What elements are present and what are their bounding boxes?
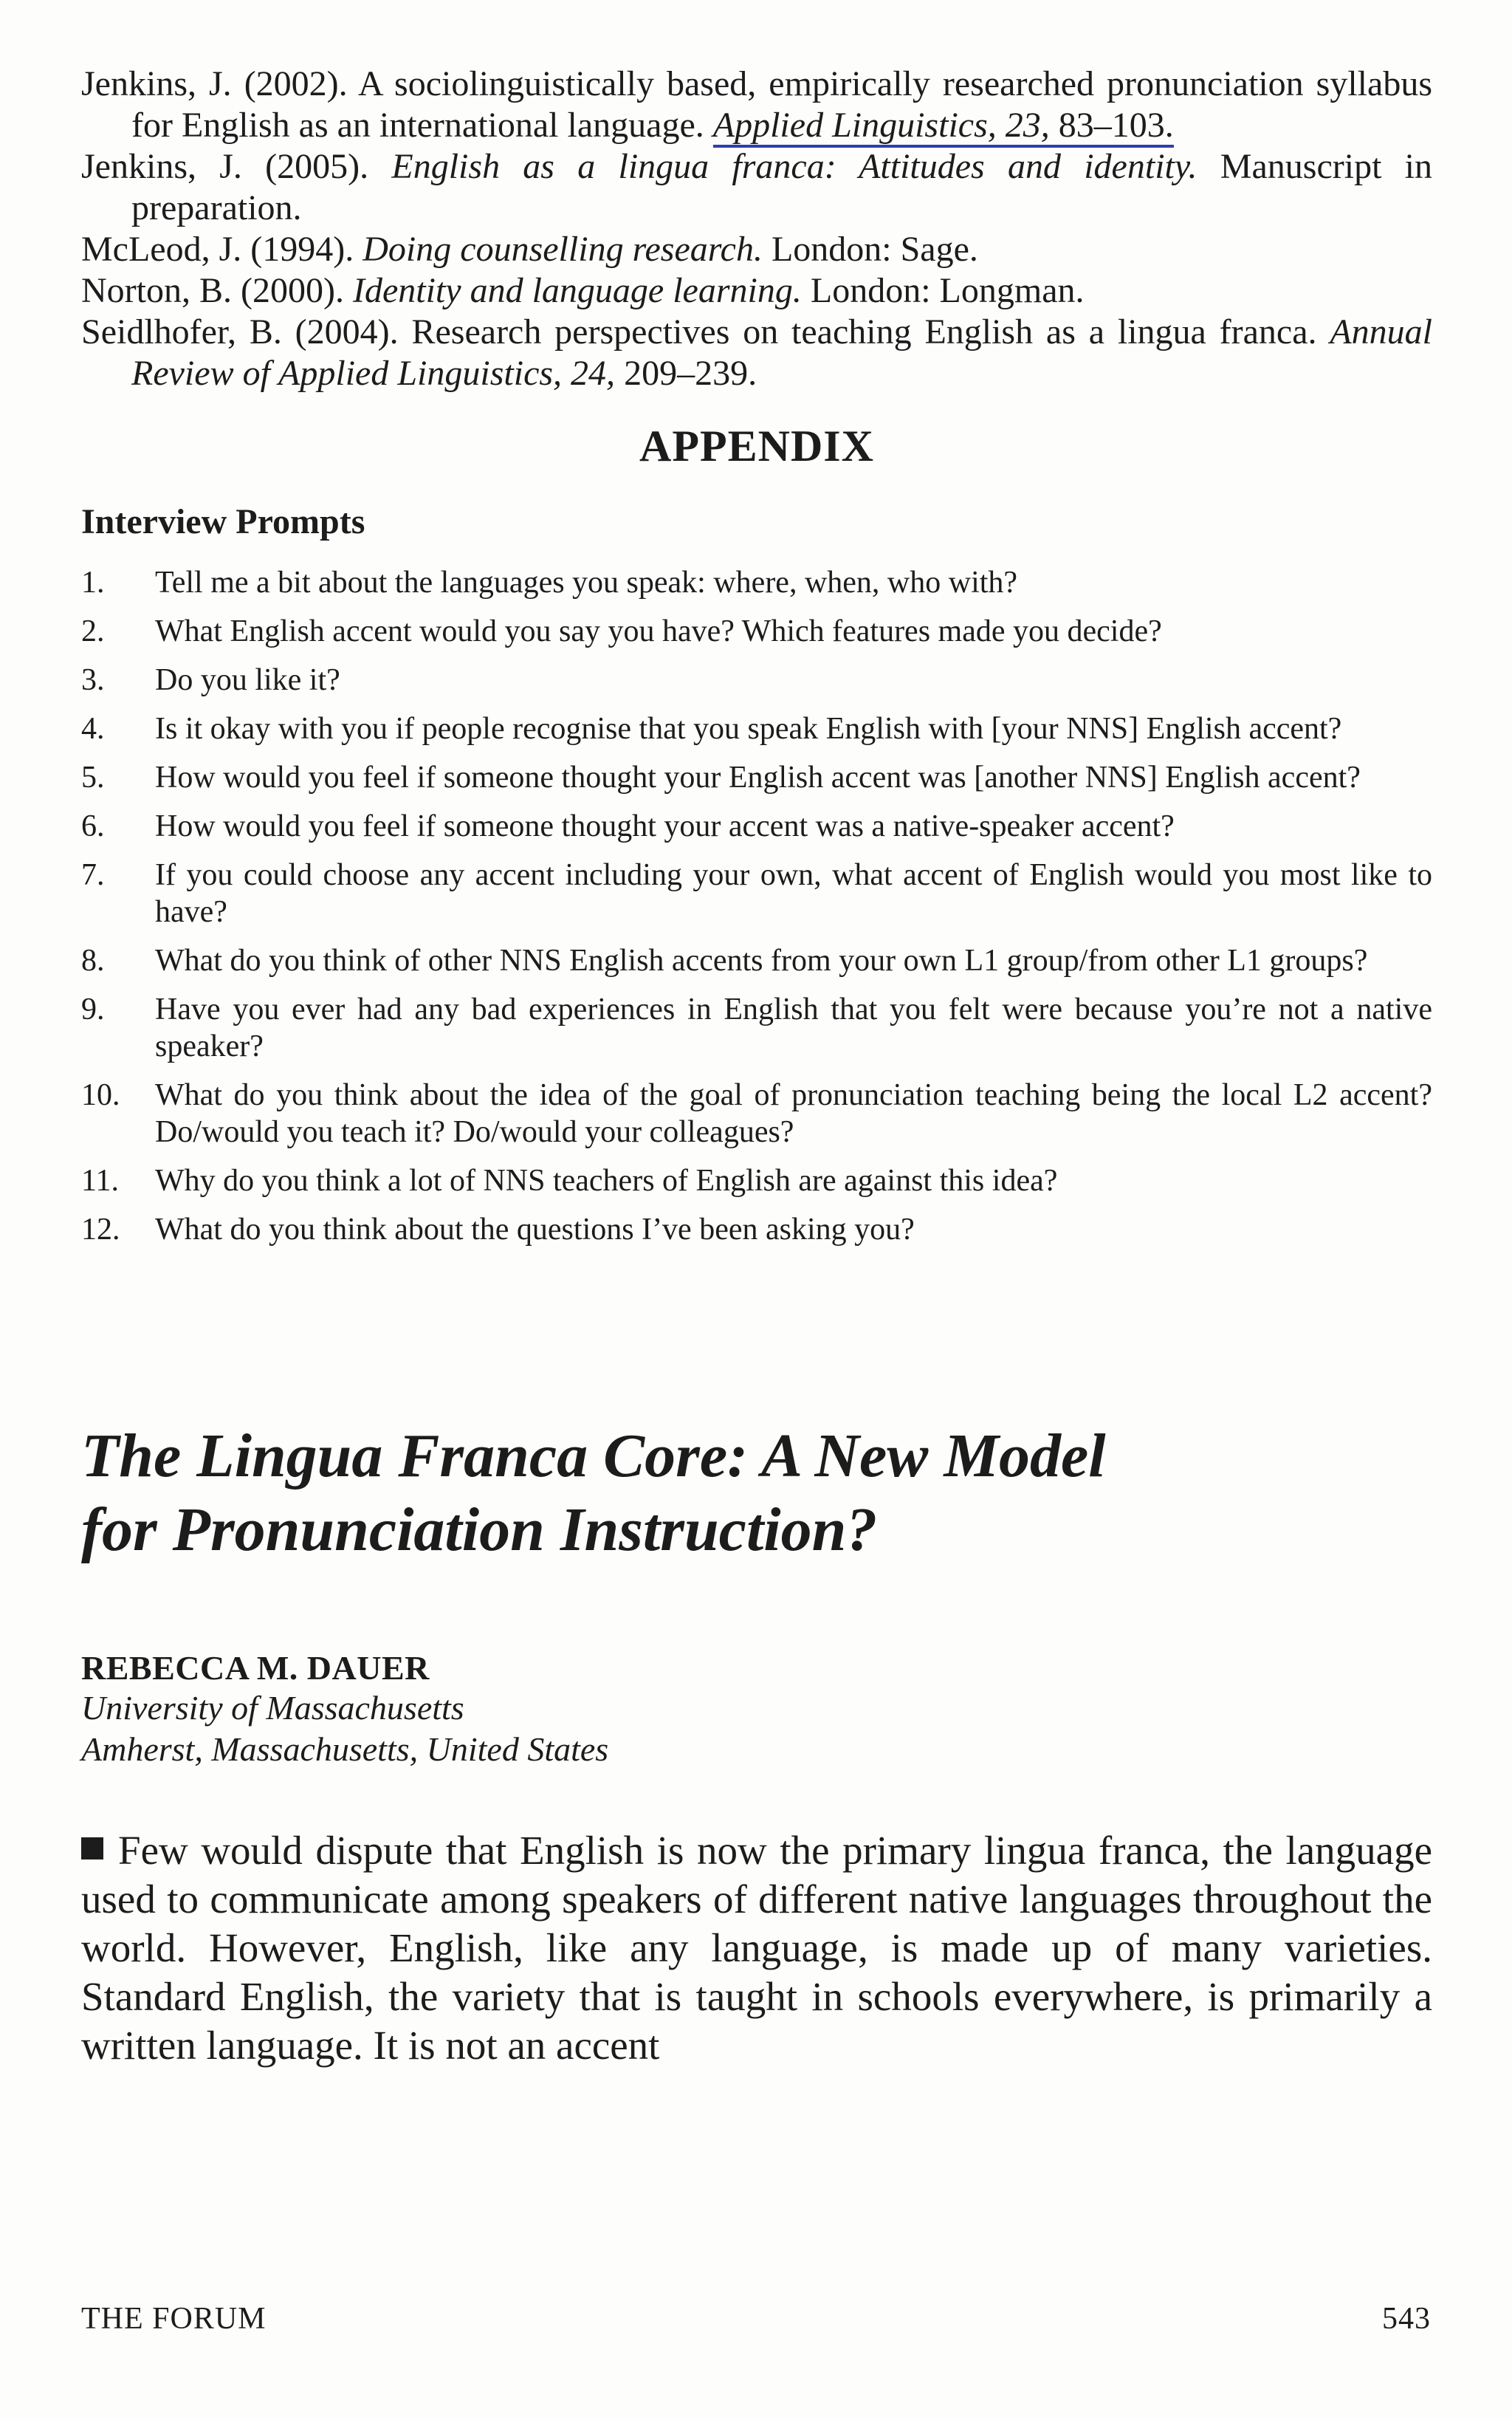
reference-title: Annual Review of Applied Linguistics, 24, — [131, 312, 1432, 393]
prompt-number: 2. — [81, 614, 105, 648]
reference-title: Identity and language learning. — [352, 271, 802, 310]
prompt-item — [81, 857, 1432, 930]
prompt-text: What do you think about the idea of the goal of pronunciation teaching being the local L2 accent? Do/would you teach it? Do/would your colleagues? — [155, 1078, 1432, 1149]
reference-text: Manuscript in preparation. — [131, 147, 1432, 227]
page-content — [81, 64, 1432, 2070]
prompt-number: 5. — [81, 761, 105, 795]
prompt-text: Why do you think a lot of NNS teachers of English are against this idea? — [155, 1164, 1058, 1198]
prompt-number: 9. — [81, 993, 105, 1026]
prompt-item — [81, 759, 1432, 796]
prompt-text: What do you think of other NNS English accents from your own L1 group/from other L1 groups? — [155, 944, 1368, 978]
reference-item — [81, 146, 1432, 229]
prompt-number: 12. — [81, 1213, 120, 1247]
article-paragraph: Few would dispute that English is now the primary lingua franca, the language used to communicate among speakers of different native languages throughout the world. However, English, like any language, is made up of many varieties. Standard English, the variety that is taught in schools everywhere, is primarily a written language. It is not an accent — [81, 1828, 1432, 2068]
reference-text: London: Sage. — [762, 230, 978, 269]
article-title-line: The Lingua Franca Core: A New Model — [81, 1422, 1106, 1490]
reference-text: Jenkins, J. (2005). — [81, 147, 392, 186]
reference-text: London: Longman. — [801, 271, 1085, 310]
author-name: REBECCA M. DAUER — [81, 1649, 430, 1687]
appendix-heading: APPENDIX — [639, 422, 874, 470]
prompt-text: If you could choose any accent including your own, what accent of English would you most like to have? — [155, 858, 1432, 929]
prompt-text: Have you ever had any bad experiences in English that you felt were because you’re not a native speaker? — [155, 993, 1432, 1063]
article-title-line: for Pronunciation Instruction? — [81, 1495, 878, 1564]
prompt-item — [81, 808, 1432, 845]
reference-item — [81, 270, 1432, 312]
reference-text: Norton, B. (2000). — [81, 271, 353, 310]
prompt-item — [81, 991, 1432, 1065]
reference-text: 209–239. — [615, 354, 757, 393]
affiliation-line: Amherst, Massachusetts, United States — [81, 1730, 609, 1768]
prompt-item — [81, 662, 1432, 699]
reference-title: Doing counselling research. — [362, 230, 763, 269]
page-number: 543 — [1382, 2302, 1431, 2336]
reference-item — [81, 229, 1432, 270]
prompt-text: Tell me a bit about the languages you speak: where, when, who with? — [155, 566, 1018, 600]
prompt-number: 8. — [81, 944, 105, 978]
prompt-number: 6. — [81, 809, 105, 843]
prompt-text: What do you think about the questions I’ve been asking you? — [155, 1213, 915, 1247]
reference-item — [81, 312, 1432, 394]
prompt-text: How would you feel if someone thought your English accent was [another NNS] English accent? — [155, 761, 1361, 795]
reference-text: Jenkins, J. (2002). A sociolinguistically based, empirically researched pronunciation syllabus for English as an international language. — [81, 64, 1432, 145]
journal-name: THE FORUM — [81, 2302, 267, 2336]
prompt-text: Is it okay with you if people recognise that you speak English with [your NNS] English accent? — [155, 712, 1342, 746]
prompt-item — [81, 564, 1432, 601]
page-footer — [81, 2301, 1431, 2337]
author-affiliation — [81, 1687, 1432, 1770]
prompt-item — [81, 942, 1432, 979]
prompt-number: 7. — [81, 858, 105, 892]
reference-title: English as a lingua franca: Attitudes and identity. — [391, 147, 1197, 186]
prompt-item — [81, 1162, 1432, 1199]
prompt-list — [81, 564, 1432, 1248]
interview-prompts-heading: Interview Prompts — [81, 502, 365, 541]
prompt-item — [81, 710, 1432, 747]
reference-pages[interactable]: 83–103. — [1049, 106, 1174, 145]
reference-list — [81, 64, 1432, 394]
prompt-number: 4. — [81, 712, 105, 746]
prompt-item — [81, 1077, 1432, 1151]
article-title — [81, 1419, 1432, 1567]
prompt-text: What English accent would you say you have? Which features made you decide? — [155, 614, 1162, 648]
reference-item — [81, 64, 1432, 146]
prompt-number: 10. — [81, 1078, 120, 1112]
square-bullet-icon — [81, 1837, 103, 1859]
reference-text: Seidlhofer, B. (2004). Research perspectives on teaching English as a lingua franca. — [81, 312, 1330, 352]
prompt-item — [81, 613, 1432, 650]
prompt-text: How would you feel if someone thought your accent was a native-speaker accent? — [155, 809, 1175, 843]
prompt-number: 11. — [81, 1164, 119, 1198]
prompt-text: Do you like it? — [155, 663, 340, 697]
prompt-number: 3. — [81, 663, 105, 697]
article-body — [81, 1826, 1432, 2070]
prompt-number: 1. — [81, 566, 105, 600]
reference-text: McLeod, J. (1994). — [81, 230, 363, 269]
reference-source-link[interactable]: Applied Linguistics, 23, — [712, 106, 1050, 145]
prompt-item — [81, 1211, 1432, 1248]
affiliation-line: University of Massachusetts — [81, 1689, 464, 1727]
